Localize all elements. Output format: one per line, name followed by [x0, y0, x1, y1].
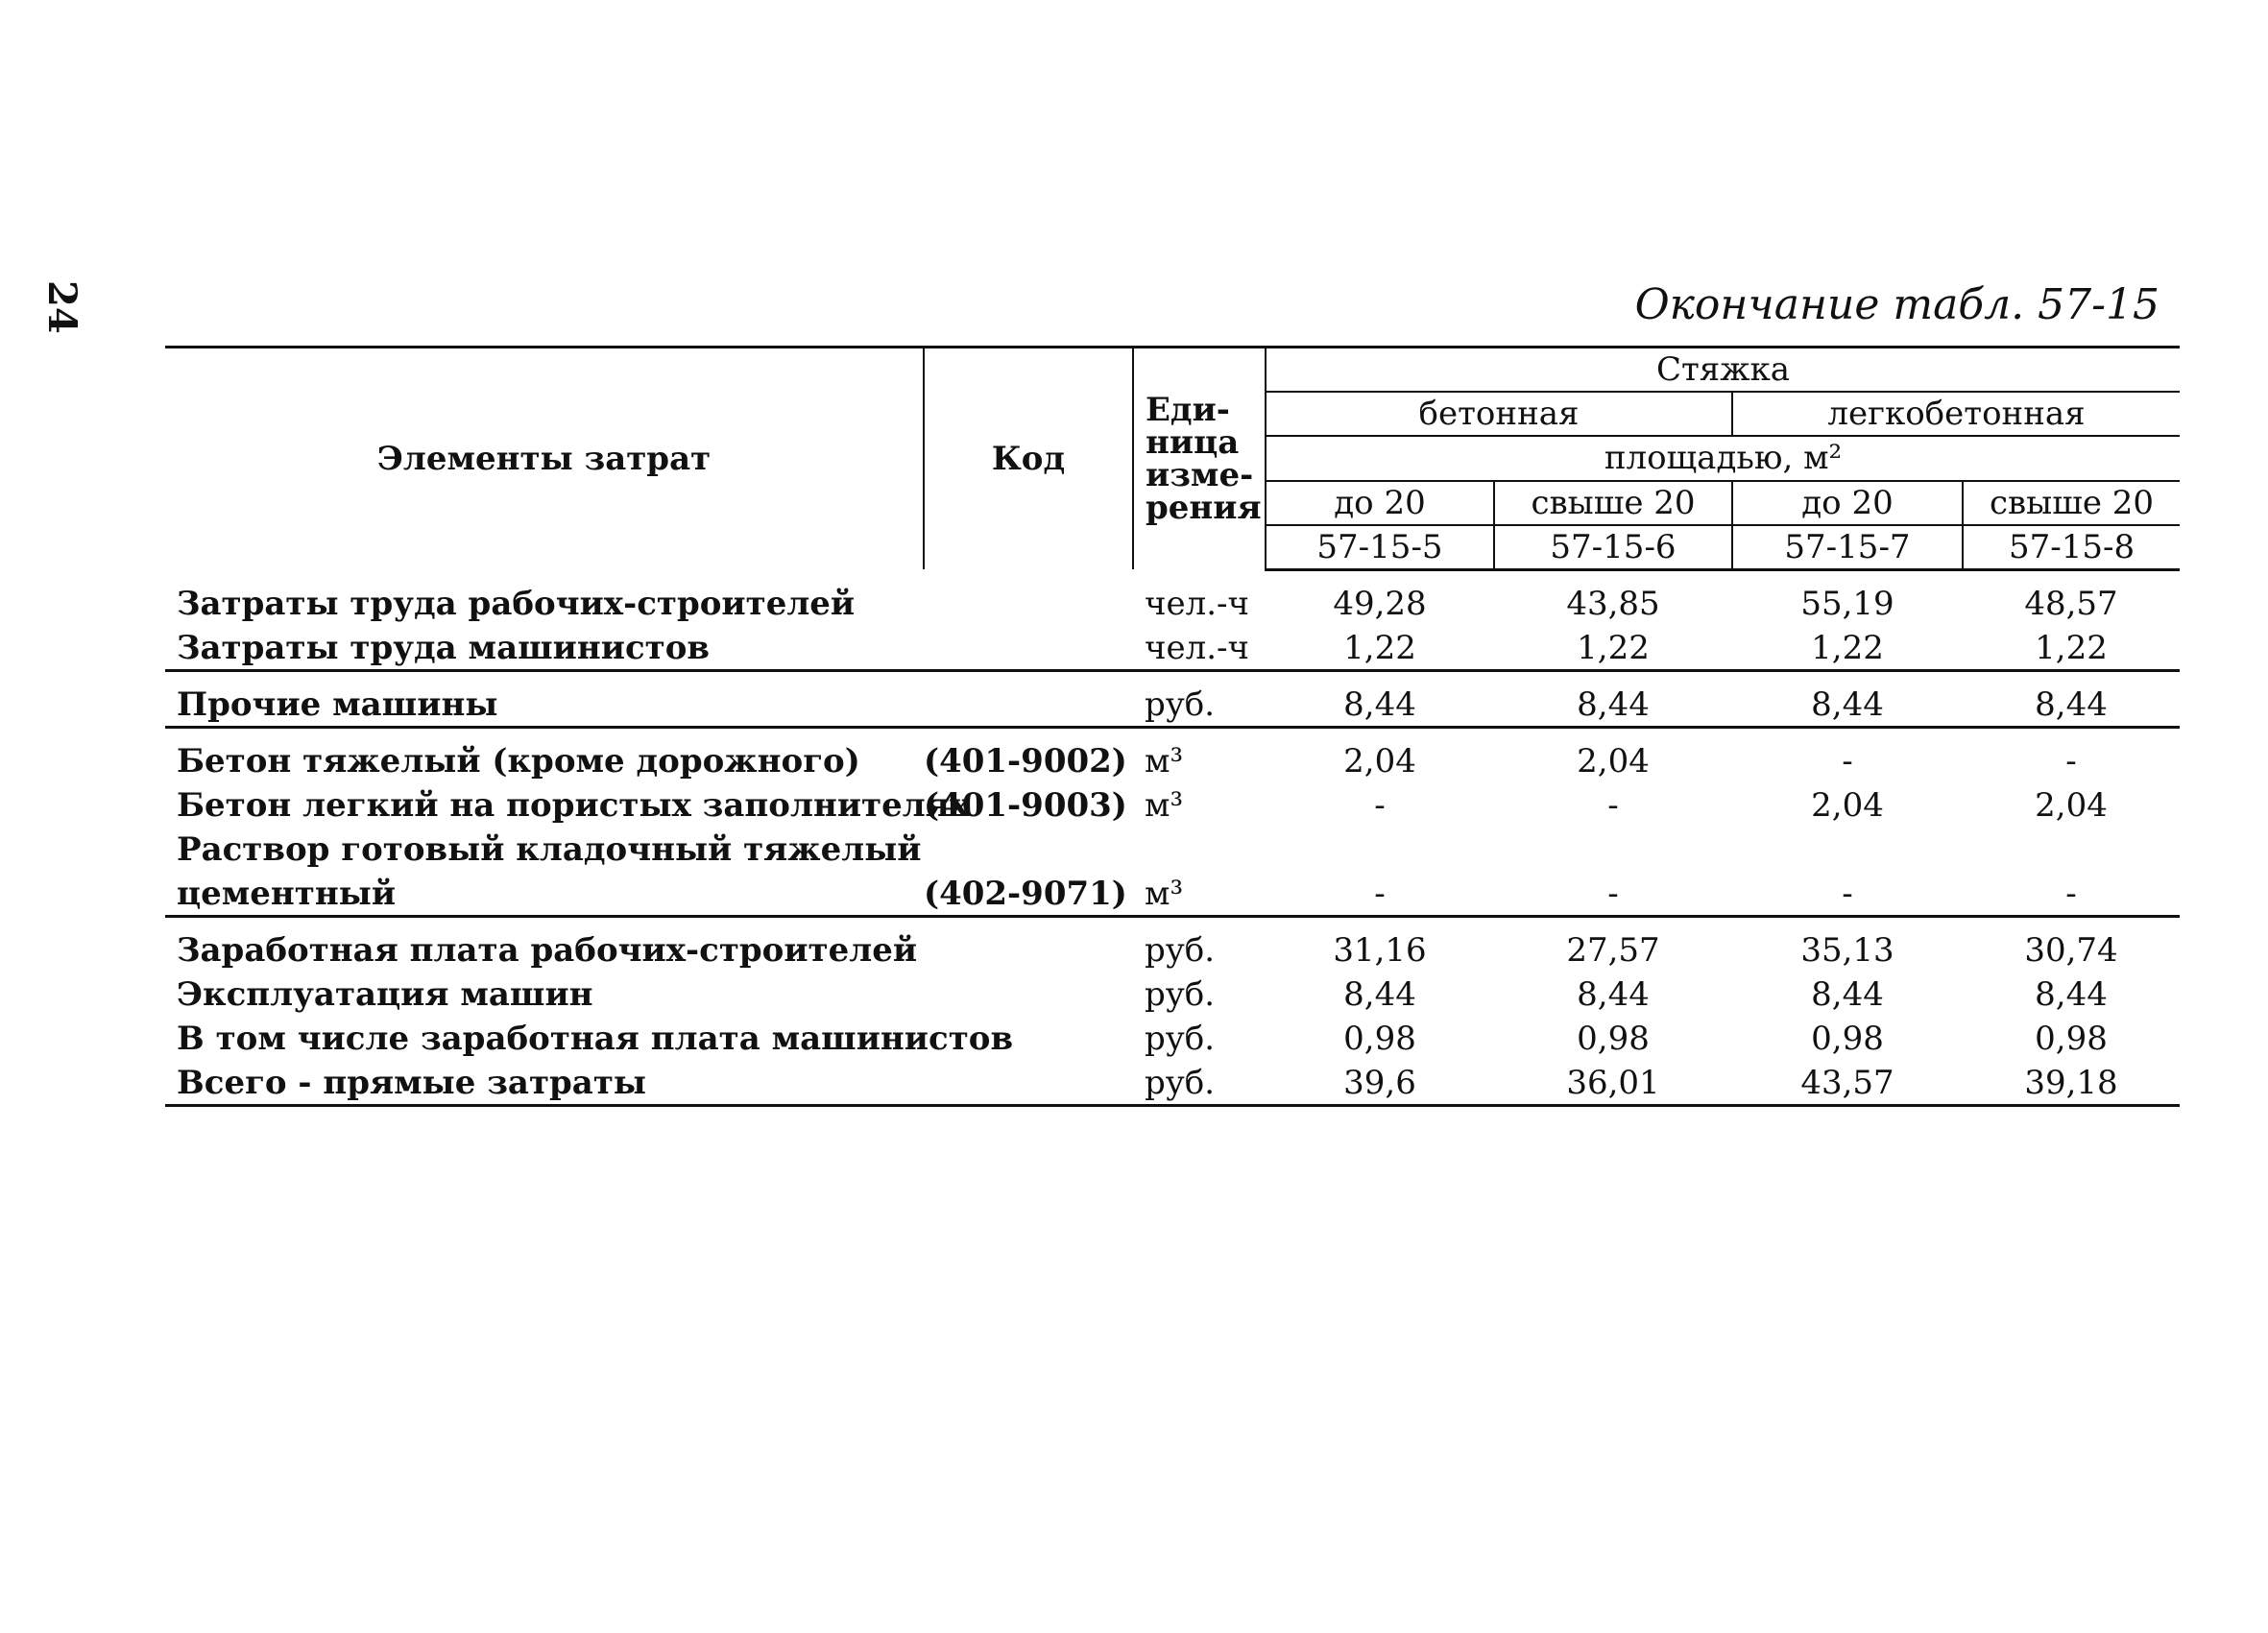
row-value: 43,57 — [1732, 1060, 1963, 1106]
row-value: 43,85 — [1566, 584, 1660, 623]
row-value: 8,44 — [1577, 974, 1650, 1014]
row-name: Заработная плата рабочих-строителей — [177, 930, 918, 970]
row-value: - — [1842, 741, 1853, 780]
page-number: 24 — [39, 280, 84, 334]
row-value: - — [1732, 871, 1963, 917]
row-value: 1,22 — [1732, 625, 1963, 671]
row-value: - — [2065, 741, 2077, 780]
row-name: В том числе заработная плата машинистов — [177, 1019, 1014, 1058]
table-header — [165, 348, 2180, 570]
row-value: 8,44 — [1266, 670, 1494, 727]
row-value: - — [1963, 871, 2180, 917]
row-name: Всего - прямые затраты — [165, 1060, 924, 1106]
row-value — [1963, 827, 2180, 871]
header-norm-code: 57-15-7 — [1732, 525, 1963, 570]
header-unit-line: изме- — [1146, 456, 1254, 495]
row-value: 1,22 — [1963, 625, 2180, 671]
table-row — [165, 916, 2180, 972]
header-elements: Элементы затрат — [165, 348, 924, 570]
table-row — [165, 625, 2180, 671]
row-name: Прочие машины — [165, 670, 924, 727]
row-value: 39,18 — [1963, 1060, 2180, 1106]
row-value: 8,44 — [1811, 974, 1884, 1014]
row-group-totals — [165, 916, 2180, 1105]
row-value: 0,98 — [2035, 1019, 2108, 1058]
row-value: 2,04 — [2035, 785, 2108, 825]
header-norm-code: 57-15-8 — [1963, 525, 2180, 570]
row-value: 8,44 — [1343, 974, 1416, 1014]
row-value: 1,22 — [1494, 625, 1732, 671]
row-value: 8,44 — [1494, 670, 1732, 727]
row-unit: чел.-ч — [1133, 625, 1266, 671]
row-code — [924, 972, 1133, 1016]
row-value: 8,44 — [2035, 974, 2108, 1014]
row-value: 2,04 — [1811, 785, 1884, 825]
table-row — [165, 871, 2180, 917]
row-unit: чел.-ч — [1145, 584, 1249, 623]
row-name: Раствор готовый кладочный тяжелый — [177, 829, 922, 869]
row-code — [924, 827, 1133, 871]
table-row — [165, 569, 2180, 625]
row-value — [1266, 827, 1494, 871]
row-code — [924, 625, 1133, 671]
row-name: цементный — [165, 871, 924, 917]
table-row — [165, 1060, 2180, 1106]
row-code: (401-9003) — [924, 785, 1127, 825]
row-code — [924, 1060, 1133, 1106]
row-value: 55,19 — [1800, 584, 1894, 623]
row-code — [924, 916, 1133, 972]
row-unit: руб. — [1133, 670, 1266, 727]
row-value: 0,98 — [1577, 1019, 1650, 1058]
cost-table — [165, 346, 2180, 1107]
row-value: 27,57 — [1566, 930, 1660, 970]
row-value: 49,28 — [1333, 584, 1427, 623]
row-value: 48,57 — [2024, 584, 2118, 623]
table-row — [165, 1016, 2180, 1060]
table-caption: Окончание табл. 57-15 — [1634, 280, 2159, 329]
row-unit: м³ — [1145, 741, 1184, 780]
row-unit: м³ — [1145, 785, 1184, 825]
row-value: 31,16 — [1333, 930, 1427, 970]
row-code — [924, 670, 1133, 727]
header-range: до 20 — [1266, 481, 1494, 525]
header-subgroup-lightweight: легкобетонная — [1732, 392, 2180, 436]
table-row — [165, 670, 2180, 727]
row-code — [924, 569, 1133, 625]
row-unit: м³ — [1133, 871, 1266, 917]
row-value: 8,44 — [1963, 670, 2180, 727]
row-value: 30,74 — [2024, 930, 2118, 970]
row-value: 39,6 — [1266, 1060, 1494, 1106]
row-value: 2,04 — [1343, 741, 1416, 780]
row-code: (402-9071) — [924, 871, 1133, 917]
header-subgroup-concrete: бетонная — [1266, 392, 1732, 436]
row-unit — [1133, 827, 1266, 871]
row-value: 35,13 — [1800, 930, 1894, 970]
row-group-materials — [165, 727, 2180, 916]
row-name: Бетон легкий на пористых заполнителях — [177, 785, 970, 825]
header-unit-line: ница — [1146, 423, 1240, 463]
row-unit: руб. — [1145, 974, 1216, 1014]
header-unit-line: рения — [1146, 489, 1262, 528]
header-code: Код — [924, 348, 1133, 570]
row-name: Затраты труда рабочих-строителей — [177, 584, 856, 623]
header-unit-line: Еди- — [1146, 391, 1230, 430]
header-range: до 20 — [1732, 481, 1963, 525]
row-value: 2,04 — [1577, 741, 1650, 780]
table-row — [165, 972, 2180, 1016]
row-value: - — [1266, 871, 1494, 917]
header-group: Стяжка — [1266, 348, 2180, 393]
row-value: 0,98 — [1343, 1019, 1416, 1058]
row-value: - — [1494, 871, 1732, 917]
row-value: - — [1374, 785, 1386, 825]
row-name: Эксплуатация машин — [177, 974, 593, 1014]
header-range: свыше 20 — [1963, 481, 2180, 525]
header-range: свыше 20 — [1494, 481, 1732, 525]
header-area: площадью, м² — [1266, 436, 2180, 480]
header-norm-code: 57-15-5 — [1266, 525, 1494, 570]
table-row — [165, 827, 2180, 871]
row-group-labor — [165, 569, 2180, 670]
row-value: 36,01 — [1494, 1060, 1732, 1106]
row-code: (401-9002) — [924, 741, 1127, 780]
row-unit: руб. — [1133, 1060, 1266, 1106]
row-name: Затраты труда машинистов — [165, 625, 924, 671]
row-unit: руб. — [1145, 1019, 1216, 1058]
row-group-machines — [165, 670, 2180, 727]
header-norm-code: 57-15-6 — [1494, 525, 1732, 570]
table-row — [165, 782, 2180, 827]
row-value: 8,44 — [1732, 670, 1963, 727]
row-value: 1,22 — [1266, 625, 1494, 671]
row-value — [1732, 827, 1963, 871]
row-value: - — [1607, 785, 1619, 825]
row-unit: руб. — [1145, 930, 1216, 970]
row-name: Бетон тяжелый (кроме дорожного) — [177, 741, 860, 780]
cost-table-wrapper — [165, 346, 2180, 1107]
row-value: 0,98 — [1811, 1019, 1884, 1058]
header-unit — [1133, 348, 1266, 570]
row-value — [1494, 827, 1732, 871]
table-row — [165, 727, 2180, 782]
